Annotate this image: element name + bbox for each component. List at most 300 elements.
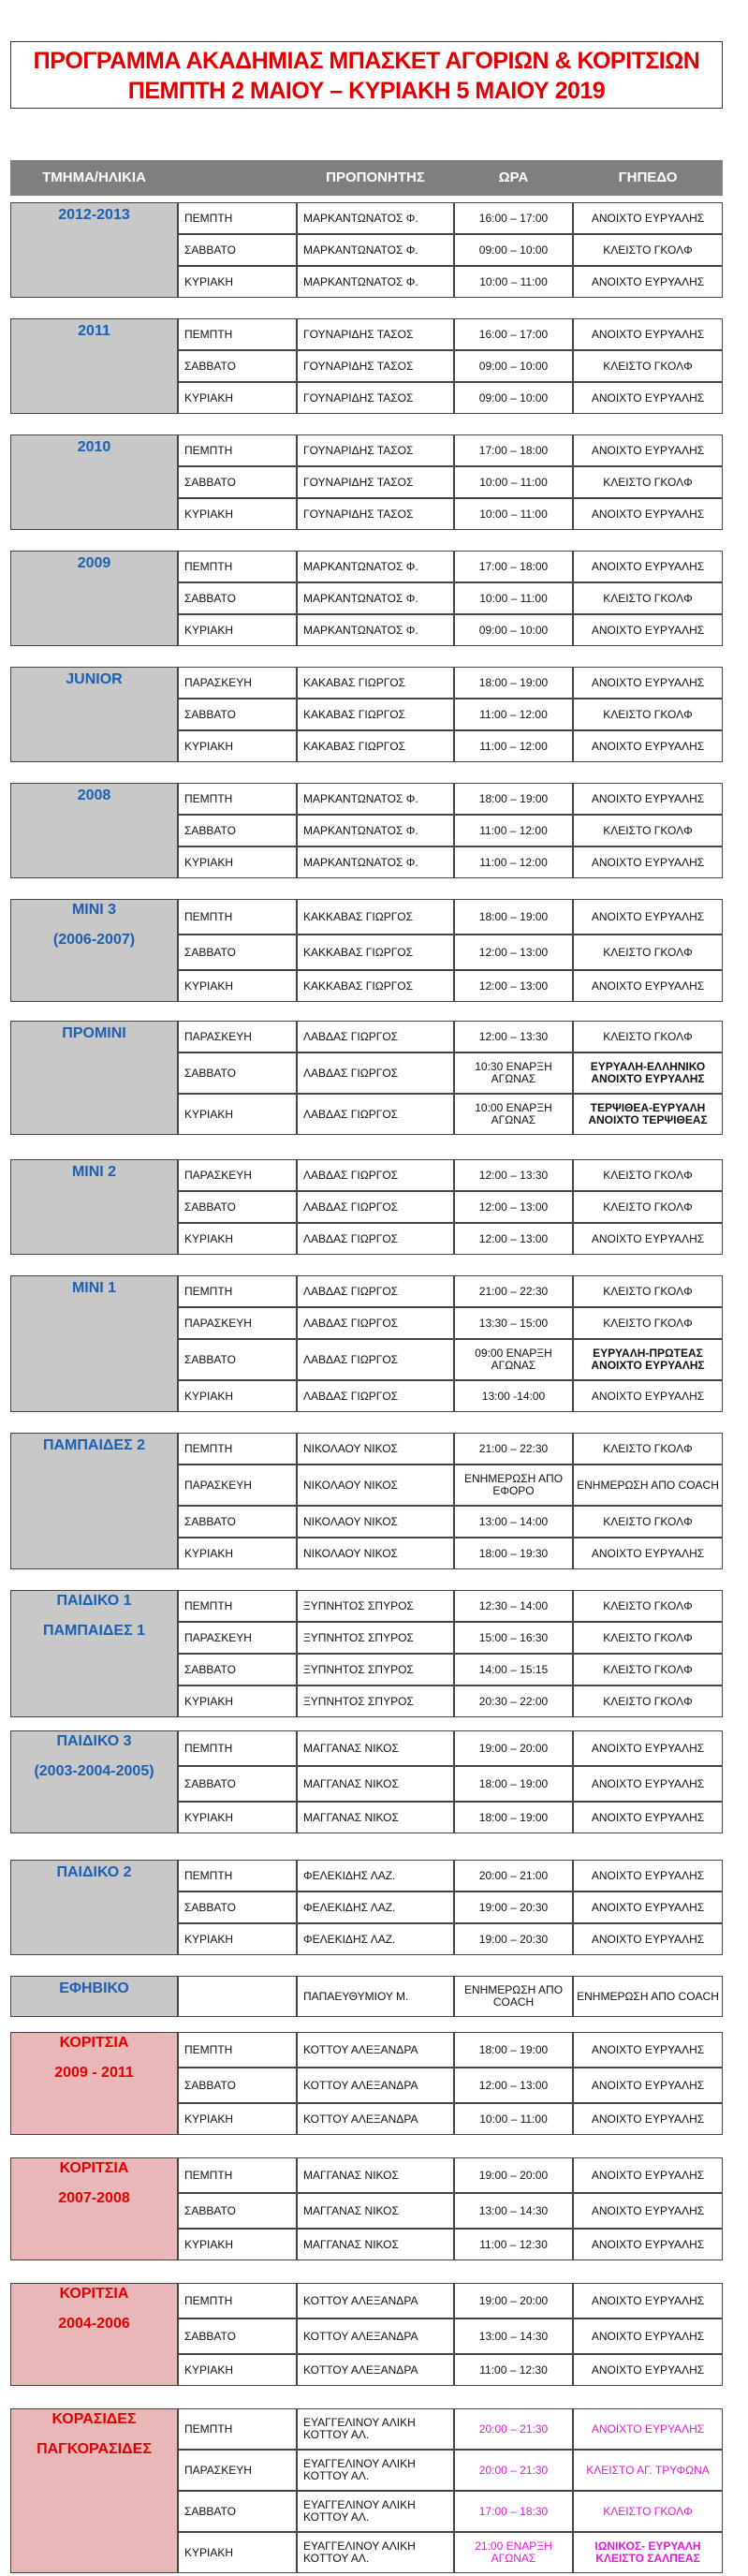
day-cell: ΠΑΡΑΣΚΕΥΗ — [178, 1307, 297, 1339]
day-cell: ΠΕΜΠΤΗ — [178, 1860, 297, 1892]
day-cell: ΠΕΜΠΤΗ — [178, 318, 297, 350]
day-cell: ΚΥΡΙΑΚΗ — [178, 1538, 297, 1569]
venue-cell: ΚΛΕΙΣΤΟ ΓΚΟΛΦ — [573, 1191, 723, 1223]
table-row — [178, 2408, 723, 2450]
day-cell: ΣΑΒΒΑΤΟ — [178, 1766, 297, 1802]
venue-cell: ΑΝΟΙΧΤΟ ΕΥΡΥΑΛΗΣ — [573, 382, 723, 414]
day-cell: ΠΑΡΑΣΚΕΥΗ — [178, 1465, 297, 1506]
time-cell: 13:00 – 14:30 — [454, 2193, 573, 2229]
table-row — [178, 1622, 723, 1654]
group-label-text: (2006-2007) — [52, 932, 136, 948]
time-cell: 16:00 – 17:00 — [454, 202, 573, 234]
table-row — [178, 2450, 723, 2491]
group-block — [10, 1730, 723, 1833]
time-cell: 21:00 ΕΝΑΡΞΗ ΑΓΩΝΑΣ — [454, 2532, 573, 2573]
day-cell: ΚΥΡΙΑΚΗ — [178, 2354, 297, 2386]
day-cell: ΚΥΡΙΑΚΗ — [178, 1380, 297, 1412]
group-label-text: 2009 - 2011 — [54, 2065, 134, 2081]
coach-cell: ΚΑΚΑΒΑΣ ΓΙΩΡΓΟΣ — [297, 667, 454, 699]
table-row — [178, 730, 723, 762]
group-label — [10, 1275, 178, 1412]
time-cell: 10:30 ΕΝΑΡΞΗ ΑΓΩΝΑΣ — [454, 1052, 573, 1094]
group-block — [10, 1433, 723, 1569]
group-block — [10, 318, 723, 414]
day-cell: ΣΑΒΒΑΤΟ — [178, 2318, 297, 2354]
table-row — [178, 2103, 723, 2135]
group-label — [10, 899, 178, 1002]
table-row — [178, 935, 723, 970]
group-label — [10, 667, 178, 762]
day-cell: ΣΑΒΒΑΤΟ — [178, 815, 297, 846]
coach-cell: ΚΑΚΑΒΑΣ ΓΙΩΡΓΟΣ — [297, 699, 454, 730]
time-cell: 09:00 – 10:00 — [454, 234, 573, 266]
venue-cell: ΑΝΟΙΧΤΟ ΕΥΡΥΑΛΗΣ — [573, 2229, 723, 2260]
group-label-text: ΚΟΡΙΤΣΙΑ — [59, 2160, 129, 2176]
coach-cell: ΞΥΠΝΗΤΟΣ ΣΠΥΡΟΣ — [297, 1685, 454, 1717]
venue-cell: ΑΝΟΙΧΤΟ ΕΥΡΥΑΛΗΣ — [573, 2157, 723, 2193]
coach-cell: ΦΕΛΕΚΙΔΗΣ ΛΑΖ. — [297, 1892, 454, 1923]
time-cell: 10:00 – 11:00 — [454, 582, 573, 614]
day-cell: ΚΥΡΙΑΚΗ — [178, 2103, 297, 2135]
group-label — [10, 318, 178, 414]
table-row — [178, 699, 723, 730]
coach-cell: ΚΟΤΤΟΥ ΑΛΕΞΑΝΔΡΑ — [297, 2068, 454, 2103]
day-cell: ΠΕΜΠΤΗ — [178, 434, 297, 466]
day-cell: ΚΥΡΙΑΚΗ — [178, 970, 297, 1002]
day-cell: ΠΕΜΠΤΗ — [178, 1590, 297, 1622]
table-row — [178, 2491, 723, 2532]
time-cell: 12:00 – 13:00 — [454, 935, 573, 970]
venue-cell: ΑΝΟΙΧΤΟ ΕΥΡΥΑΛΗΣ — [573, 1892, 723, 1923]
group-label-text: ΚΟΡΑΣΙΔΕΣ — [51, 2411, 137, 2427]
venue-cell: ΑΝΟΙΧΤΟ ΕΥΡΥΑΛΗΣ — [573, 1223, 723, 1255]
group-block — [10, 1860, 723, 1955]
group-label-text: ΠΡΟΜΙΝΙ — [62, 1025, 126, 1041]
venue-cell: ΚΛΕΙΣΤΟ ΓΚΟΛΦ — [573, 699, 723, 730]
venue-cell: ΑΝΟΙΧΤΟ ΕΥΡΥΑΛΗΣ — [573, 318, 723, 350]
time-cell: 18:00 – 19:30 — [454, 1538, 573, 1569]
venue-cell: ΑΝΟΙΧΤΟ ΕΥΡΥΑΛΗΣ — [573, 434, 723, 466]
table-row — [178, 434, 723, 466]
table-row — [178, 1730, 723, 1766]
day-cell: ΣΑΒΒΑΤΟ — [178, 1506, 297, 1538]
time-cell: 21:00 – 22:30 — [454, 1275, 573, 1307]
time-cell: 10:00 ΕΝΑΡΞΗ ΑΓΩΝΑΣ — [454, 1094, 573, 1135]
coach-cell: ΚΑΚΚΑΒΑΣ ΓΙΩΡΓΟΣ — [297, 899, 454, 935]
time-cell: 20:00 – 21:30 — [454, 2408, 573, 2450]
coach-cell: ΝΙΚΟΛΑΟΥ ΝΙΚΟΣ — [297, 1538, 454, 1569]
coach-cell: ΛΑΒΔΑΣ ΓΙΩΡΓΟΣ — [297, 1094, 454, 1135]
day-cell: ΠΕΜΠΤΗ — [178, 2157, 297, 2193]
day-cell: ΚΥΡΙΑΚΗ — [178, 1685, 297, 1717]
venue-cell: ΑΝΟΙΧΤΟ ΕΥΡΥΑΛΗΣ — [573, 1923, 723, 1955]
day-cell: ΚΥΡΙΑΚΗ — [178, 730, 297, 762]
table-row — [178, 2032, 723, 2068]
group-label — [10, 2157, 178, 2260]
group-label-text: 2008 — [77, 788, 111, 803]
time-cell: 18:00 – 19:00 — [454, 1766, 573, 1802]
group-label-text: 2010 — [77, 439, 111, 455]
time-cell: 16:00 – 17:00 — [454, 318, 573, 350]
coach-cell: ΜΑΡΚΑΝΤΩΝΑΤΟΣ Φ. — [297, 234, 454, 266]
group-label — [10, 783, 178, 878]
table-row — [178, 2318, 723, 2354]
time-cell: 10:00 – 11:00 — [454, 2103, 573, 2135]
group-label — [10, 1590, 178, 1717]
venue-cell: ΑΝΟΙΧΤΟ ΕΥΡΥΑΛΗΣ — [573, 1380, 723, 1412]
time-cell: 09:00 ΕΝΑΡΞΗ ΑΓΩΝΑΣ — [454, 1339, 573, 1380]
time-cell: 19:00 – 20:30 — [454, 1892, 573, 1923]
time-cell: 13:00 -14:00 — [454, 1380, 573, 1412]
time-cell: 12:00 – 13:00 — [454, 2068, 573, 2103]
group-label-text: ΠΑΓΚΟΡΑΣΙΔΕΣ — [37, 2441, 152, 2457]
table-row — [178, 1860, 723, 1892]
coach-cell: ΝΙΚΟΛΑΟΥ ΝΙΚΟΣ — [297, 1465, 454, 1506]
day-cell: ΣΑΒΒΑΤΟ — [178, 935, 297, 970]
time-cell: 18:00 – 19:00 — [454, 2032, 573, 2068]
table-row — [178, 1802, 723, 1833]
time-cell: 11:00 – 12:30 — [454, 2229, 573, 2260]
coach-cell: ΜΑΡΚΑΝΤΩΝΑΤΟΣ Φ. — [297, 202, 454, 234]
group-label-text: MINI 2 — [71, 1164, 117, 1180]
table-row — [178, 2354, 723, 2386]
day-cell: ΣΑΒΒΑΤΟ — [178, 2193, 297, 2229]
coach-cell: ΞΥΠΝΗΤΟΣ ΣΠΥΡΟΣ — [297, 1622, 454, 1654]
coach-cell: ΦΕΛΕΚΙΔΗΣ ΛΑΖ. — [297, 1923, 454, 1955]
group-block — [10, 551, 723, 646]
day-cell: ΚΥΡΙΑΚΗ — [178, 1094, 297, 1135]
table-row — [178, 1275, 723, 1307]
coach-cell: ΞΥΠΝΗΤΟΣ ΣΠΥΡΟΣ — [297, 1590, 454, 1622]
venue-cell: ΑΝΟΙΧΤΟ ΕΥΡΥΑΛΗΣ — [573, 498, 723, 530]
group-block — [10, 1275, 723, 1412]
coach-cell: ΛΑΒΔΑΣ ΓΙΩΡΓΟΣ — [297, 1307, 454, 1339]
day-cell: ΠΕΜΠΤΗ — [178, 2283, 297, 2318]
time-cell: 20:00 – 21:30 — [454, 2450, 573, 2491]
coach-cell: ΓΟΥΝΑΡΙΔΗΣ ΤΑΣΟΣ — [297, 382, 454, 414]
coach-cell: ΚΑΚΚΑΒΑΣ ΓΙΩΡΓΟΣ — [297, 935, 454, 970]
table-row — [178, 1685, 723, 1717]
header-time: ΩΡΑ — [498, 169, 529, 185]
venue-cell: ΑΝΟΙΧΤΟ ΕΥΡΥΑΛΗΣ — [573, 2032, 723, 2068]
day-cell: ΠΑΡΑΣΚΕΥΗ — [178, 2450, 297, 2491]
group-label-text: 2007-2008 — [58, 2190, 130, 2206]
venue-cell: ΚΛΕΙΣΤΟ ΓΚΟΛΦ — [573, 1021, 723, 1052]
time-cell: 11:00 – 12:00 — [454, 815, 573, 846]
group-label — [10, 2408, 178, 2573]
coach-cell: ΛΑΒΔΑΣ ΓΙΩΡΓΟΣ — [297, 1191, 454, 1223]
time-cell: 10:00 – 11:00 — [454, 266, 573, 298]
table-row — [178, 551, 723, 582]
coach-cell: ΕΥΑΓΓΕΛΙΝΟΥ ΑΛΙΚΗ ΚΟΤΤΟΥ ΑΛ. — [297, 2408, 454, 2450]
time-cell: 19:00 – 20:00 — [454, 2157, 573, 2193]
coach-cell: ΝΙΚΟΛΑΟΥ ΝΙΚΟΣ — [297, 1506, 454, 1538]
venue-cell: ΑΝΟΙΧΤΟ ΕΥΡΥΑΛΗΣ — [573, 2068, 723, 2103]
venue-cell: ΑΝΟΙΧΤΟ ΕΥΡΥΑΛΗΣ — [573, 1860, 723, 1892]
day-cell: ΚΥΡΙΑΚΗ — [178, 2532, 297, 2573]
venue-cell: ΑΝΟΙΧΤΟ ΕΥΡΥΑΛΗΣ — [573, 551, 723, 582]
table-row — [178, 582, 723, 614]
venue-cell: ΚΛΕΙΣΤΟ ΓΚΟΛΦ — [573, 2491, 723, 2532]
venue-cell: ΑΝΟΙΧΤΟ ΕΥΡΥΑΛΗΣ — [573, 614, 723, 646]
time-cell: 17:00 – 18:00 — [454, 551, 573, 582]
venue-cell: ΑΝΟΙΧΤΟ ΕΥΡΥΑΛΗΣ — [573, 2408, 723, 2450]
group-block — [10, 2157, 723, 2260]
time-cell: ΕΝΗΜΕΡΩΣΗ ΑΠΟ ΕΦΟΡΟ — [454, 1465, 573, 1506]
time-cell: 11:00 – 12:00 — [454, 699, 573, 730]
time-cell: 18:00 – 19:00 — [454, 783, 573, 815]
day-cell: ΠΕΜΠΤΗ — [178, 783, 297, 815]
day-cell: ΣΑΒΒΑΤΟ — [178, 1191, 297, 1223]
time-cell: 19:00 – 20:30 — [454, 1923, 573, 1955]
day-cell: ΠΕΜΠΤΗ — [178, 2032, 297, 2068]
coach-cell: ΠΑΠΑΕΥΘΥΜΙΟΥ Μ. — [297, 1976, 454, 2017]
coach-cell: ΓΟΥΝΑΡΙΔΗΣ ΤΑΣΟΣ — [297, 350, 454, 382]
day-cell: ΣΑΒΒΑΤΟ — [178, 1339, 297, 1380]
title-line-1: ΠΡΟΓΡΑΜΜΑ ΑΚΑΔΗΜΙΑΣ ΜΠΑΣΚΕΤ ΑΓΟΡΙΩΝ & ΚΟΡΙΤΣΙΩΝ — [33, 48, 700, 74]
group-block — [10, 202, 723, 298]
table-row — [178, 1923, 723, 1955]
coach-cell: ΜΑΓΓΑΝΑΣ ΝΙΚΟΣ — [297, 2157, 454, 2193]
day-cell: ΣΑΒΒΑΤΟ — [178, 2068, 297, 2103]
time-cell: 19:00 – 20:00 — [454, 1730, 573, 1766]
venue-cell: ΑΝΟΙΧΤΟ ΕΥΡΥΑΛΗΣ — [573, 970, 723, 1002]
coach-cell: ΚΑΚΑΒΑΣ ΓΙΩΡΓΟΣ — [297, 730, 454, 762]
venue-cell: ΑΝΟΙΧΤΟ ΕΥΡΥΑΛΗΣ — [573, 2103, 723, 2135]
venue-cell: ΑΝΟΙΧΤΟ ΕΥΡΥΑΛΗΣ — [573, 1730, 723, 1766]
venue-cell: ΑΝΟΙΧΤΟ ΕΥΡΥΑΛΗΣ — [573, 266, 723, 298]
time-cell: 12:00 – 13:30 — [454, 1159, 573, 1191]
schedule-title — [10, 41, 723, 109]
group-label-text: 2004-2006 — [58, 2316, 130, 2332]
day-cell: ΠΑΡΑΣΚΕΥΗ — [178, 1159, 297, 1191]
time-cell: 11:00 – 12:00 — [454, 730, 573, 762]
group-label — [10, 551, 178, 646]
group-block — [10, 783, 723, 878]
time-cell: 13:00 – 14:30 — [454, 2318, 573, 2354]
table-row — [178, 1590, 723, 1622]
group-label — [10, 1730, 178, 1833]
table-row — [178, 2229, 723, 2260]
coach-cell: ΜΑΓΓΑΝΑΣ ΝΙΚΟΣ — [297, 1802, 454, 1833]
day-cell: ΠΕΜΠΤΗ — [178, 551, 297, 582]
table-row — [178, 234, 723, 266]
time-cell: 12:00 – 13:00 — [454, 970, 573, 1002]
day-cell: ΣΑΒΒΑΤΟ — [178, 1654, 297, 1685]
group-label-text: (2003-2004-2005) — [34, 1763, 154, 1779]
time-cell: 15:00 – 16:30 — [454, 1622, 573, 1654]
venue-cell: ΑΝΟΙΧΤΟ ΕΥΡΥΑΛΗΣ — [573, 667, 723, 699]
venue-cell: ΑΝΟΙΧΤΟ ΕΥΡΥΑΛΗΣ — [573, 1538, 723, 1569]
table-row — [178, 318, 723, 350]
group-label — [10, 1860, 178, 1955]
day-cell: ΚΥΡΙΑΚΗ — [178, 614, 297, 646]
day-cell: ΣΑΒΒΑΤΟ — [178, 1052, 297, 1094]
venue-cell: ΚΛΕΙΣΤΟ ΓΚΟΛΦ — [573, 1433, 723, 1465]
coach-cell: ΜΑΓΓΑΝΑΣ ΝΙΚΟΣ — [297, 1730, 454, 1766]
group-label — [10, 2032, 178, 2135]
venue-cell: ΤΕΡΨΙΘΕΑ-ΕΥΡΥΑΛΗ ΑΝΟΙΧΤΟ ΤΕΡΨΙΘΕΑΣ — [573, 1094, 723, 1135]
group-label — [10, 1159, 178, 1255]
group-block — [10, 2283, 723, 2386]
table-row — [178, 1976, 723, 2017]
group-label-text: ΠΑΜΠΑΙΔΕΣ 2 — [42, 1437, 146, 1453]
time-cell: 20:00 – 21:00 — [454, 1860, 573, 1892]
day-cell: ΣΑΒΒΑΤΟ — [178, 2491, 297, 2532]
venue-cell: ΑΝΟΙΧΤΟ ΕΥΡΥΑΛΗΣ — [573, 1802, 723, 1833]
group-label-text: ΚΟΡΙΤΣΙΑ — [59, 2286, 129, 2302]
venue-cell: ΕΝΗΜΕΡΩΣΗ ΑΠΟ COACH — [573, 1465, 723, 1506]
group-label — [10, 2283, 178, 2386]
time-cell: 12:00 – 13:30 — [454, 1021, 573, 1052]
coach-cell: ΜΑΡΚΑΝΤΩΝΑΤΟΣ Φ. — [297, 846, 454, 878]
coach-cell: ΚΟΤΤΟΥ ΑΛΕΞΑΝΔΡΑ — [297, 2318, 454, 2354]
table-row — [178, 1433, 723, 1465]
group-label-text: ΚΟΡΙΤΣΙΑ — [59, 2035, 129, 2051]
day-cell: ΣΑΒΒΑΤΟ — [178, 350, 297, 382]
day-cell: ΚΥΡΙΑΚΗ — [178, 1223, 297, 1255]
group-label-text: MINI 1 — [71, 1280, 117, 1296]
coach-cell: ΜΑΡΚΑΝΤΩΝΑΤΟΣ Φ. — [297, 582, 454, 614]
time-cell: 20:30 – 22:00 — [454, 1685, 573, 1717]
venue-cell: ΑΝΟΙΧΤΟ ΕΥΡΥΑΛΗΣ — [573, 2318, 723, 2354]
coach-cell: ΓΟΥΝΑΡΙΔΗΣ ΤΑΣΟΣ — [297, 318, 454, 350]
coach-cell: ΚΟΤΤΟΥ ΑΛΕΞΑΝΔΡΑ — [297, 2354, 454, 2386]
coach-cell: ΞΥΠΝΗΤΟΣ ΣΠΥΡΟΣ — [297, 1654, 454, 1685]
table-row — [178, 466, 723, 498]
table-row — [178, 815, 723, 846]
table-row — [178, 1506, 723, 1538]
venue-cell: ΙΩΝΙΚΟΣ- ΕΥΡΥΑΛΗ ΚΛΕΙΣΤΟ ΣΑΛΠΕΑΣ — [573, 2532, 723, 2573]
coach-cell: ΛΑΒΔΑΣ ΓΙΩΡΓΟΣ — [297, 1380, 454, 1412]
day-cell: ΠΕΜΠΤΗ — [178, 1275, 297, 1307]
venue-cell: ΑΝΟΙΧΤΟ ΕΥΡΥΑΛΗΣ — [573, 846, 723, 878]
venue-cell: ΑΝΟΙΧΤΟ ΕΥΡΥΑΛΗΣ — [573, 730, 723, 762]
day-cell: ΣΑΒΒΑΤΟ — [178, 1892, 297, 1923]
time-cell: 12:30 – 14:00 — [454, 1590, 573, 1622]
coach-cell: ΛΑΒΔΑΣ ΓΙΩΡΓΟΣ — [297, 1223, 454, 1255]
table-row — [178, 2157, 723, 2193]
group-label-text: ΕΦΗΒΙΚΟ — [59, 1980, 129, 1996]
table-row — [178, 2193, 723, 2229]
coach-cell: ΛΑΒΔΑΣ ΓΙΩΡΓΟΣ — [297, 1159, 454, 1191]
table-row — [178, 1465, 723, 1506]
venue-cell: ΕΥΡΥΑΛΗ-ΕΛΛΗΝΙΚΟ ΑΝΟΙΧΤΟ ΕΥΡΥΑΛΗΣ — [573, 1052, 723, 1094]
coach-cell: ΚΑΚΚΑΒΑΣ ΓΙΩΡΓΟΣ — [297, 970, 454, 1002]
coach-cell: ΜΑΡΚΑΝΤΩΝΑΤΟΣ Φ. — [297, 815, 454, 846]
venue-cell: ΚΛΕΙΣΤΟ ΓΚΟΛΦ — [573, 935, 723, 970]
table-row — [178, 498, 723, 530]
group-block — [10, 1021, 723, 1135]
table-row — [178, 1094, 723, 1135]
title-line-2: ΠΕΜΠΤΗ 2 ΜΑΙΟΥ – ΚΥΡΙΑΚΗ 5 ΜΑΙΟΥ 2019 — [127, 78, 606, 104]
time-cell: 14:00 – 15:15 — [454, 1654, 573, 1685]
coach-cell: ΜΑΓΓΑΝΑΣ ΝΙΚΟΣ — [297, 2193, 454, 2229]
group-block — [10, 1590, 723, 1717]
day-cell: ΣΑΒΒΑΤΟ — [178, 234, 297, 266]
time-cell: 11:00 – 12:00 — [454, 846, 573, 878]
coach-cell: ΜΑΡΚΑΝΤΩΝΑΤΟΣ Φ. — [297, 551, 454, 582]
day-cell — [178, 1976, 297, 2017]
table-row — [178, 1191, 723, 1223]
venue-cell: ΚΛΕΙΣΤΟ ΓΚΟΛΦ — [573, 1622, 723, 1654]
header-department: ΤΜΗΜΑ/ΗΛΙΚΙΑ — [42, 169, 146, 185]
coach-cell: ΚΟΤΤΟΥ ΑΛΕΞΑΝΔΡΑ — [297, 2032, 454, 2068]
time-cell: 09:00 – 10:00 — [454, 614, 573, 646]
group-block — [10, 899, 723, 1002]
coach-cell: ΜΑΡΚΑΝΤΩΝΑΤΟΣ Φ. — [297, 614, 454, 646]
day-cell: ΠΑΡΑΣΚΕΥΗ — [178, 1622, 297, 1654]
table-row — [178, 350, 723, 382]
table-row — [178, 1892, 723, 1923]
group-block — [10, 667, 723, 762]
table-row — [178, 382, 723, 414]
time-cell: 18:00 – 19:00 — [454, 1802, 573, 1833]
table-row — [178, 1307, 723, 1339]
group-block — [10, 434, 723, 530]
table-row — [178, 2283, 723, 2318]
table-header — [10, 160, 723, 196]
group-block — [10, 2032, 723, 2135]
day-cell: ΚΥΡΙΑΚΗ — [178, 2229, 297, 2260]
table-row — [178, 1021, 723, 1052]
time-cell: 13:00 – 14:00 — [454, 1506, 573, 1538]
table-row — [178, 846, 723, 878]
time-cell: 17:00 – 18:00 — [454, 434, 573, 466]
group-label-text: 2011 — [78, 323, 110, 339]
day-cell: ΠΕΜΠΤΗ — [178, 1730, 297, 1766]
venue-cell: ΚΛΕΙΣΤΟ ΓΚΟΛΦ — [573, 815, 723, 846]
table-row — [178, 783, 723, 815]
coach-cell: ΕΥΑΓΓΕΛΙΝΟΥ ΑΛΙΚΗ ΚΟΤΤΟΥ ΑΛ. — [297, 2450, 454, 2491]
venue-cell: ΕΝΗΜΕΡΩΣΗ ΑΠΟ COACH — [573, 1976, 723, 2017]
group-label — [10, 1021, 178, 1135]
table-row — [178, 202, 723, 234]
table-row — [178, 1538, 723, 1569]
coach-cell: ΓΟΥΝΑΡΙΔΗΣ ΤΑΣΟΣ — [297, 434, 454, 466]
table-row — [178, 1654, 723, 1685]
venue-cell: ΚΛΕΙΣΤΟ ΓΚΟΛΦ — [573, 1159, 723, 1191]
group-block — [10, 1976, 723, 2017]
venue-cell: ΑΝΟΙΧΤΟ ΕΥΡΥΑΛΗΣ — [573, 202, 723, 234]
group-label-text: MINI 3 — [71, 902, 117, 918]
table-row — [178, 2532, 723, 2573]
day-cell: ΠΕΜΠΤΗ — [178, 202, 297, 234]
venue-cell: ΚΛΕΙΣΤΟ ΓΚΟΛΦ — [573, 1590, 723, 1622]
table-row — [178, 970, 723, 1002]
coach-cell: ΛΑΒΔΑΣ ΓΙΩΡΓΟΣ — [297, 1275, 454, 1307]
coach-cell: ΛΑΒΔΑΣ ΓΙΩΡΓΟΣ — [297, 1339, 454, 1380]
day-cell: ΠΕΜΠΤΗ — [178, 1433, 297, 1465]
venue-cell: ΚΛΕΙΣΤΟ ΓΚΟΛΦ — [573, 234, 723, 266]
day-cell: ΚΥΡΙΑΚΗ — [178, 846, 297, 878]
time-cell: 09:00 – 10:00 — [454, 350, 573, 382]
venue-cell: ΚΛΕΙΣΤΟ ΓΚΟΛΦ — [573, 582, 723, 614]
group-label — [10, 1433, 178, 1569]
day-cell: ΚΥΡΙΑΚΗ — [178, 266, 297, 298]
venue-cell: ΚΛΕΙΣΤΟ ΓΚΟΛΦ — [573, 1506, 723, 1538]
table-row — [178, 667, 723, 699]
day-cell: ΚΥΡΙΑΚΗ — [178, 382, 297, 414]
day-cell: ΠΕΜΠΤΗ — [178, 2408, 297, 2450]
group-block — [10, 2408, 723, 2573]
header-venue: ΓΗΠΕΔΟ — [618, 169, 678, 185]
group-label-text: ΠΑΙΔΙΚΟ 3 — [56, 1733, 132, 1749]
group-label — [10, 202, 178, 298]
day-cell: ΣΑΒΒΑΤΟ — [178, 582, 297, 614]
group-label-text: ΠΑΙΔΙΚΟ 2 — [56, 1864, 132, 1880]
group-label-text: JUNIOR — [66, 671, 123, 687]
